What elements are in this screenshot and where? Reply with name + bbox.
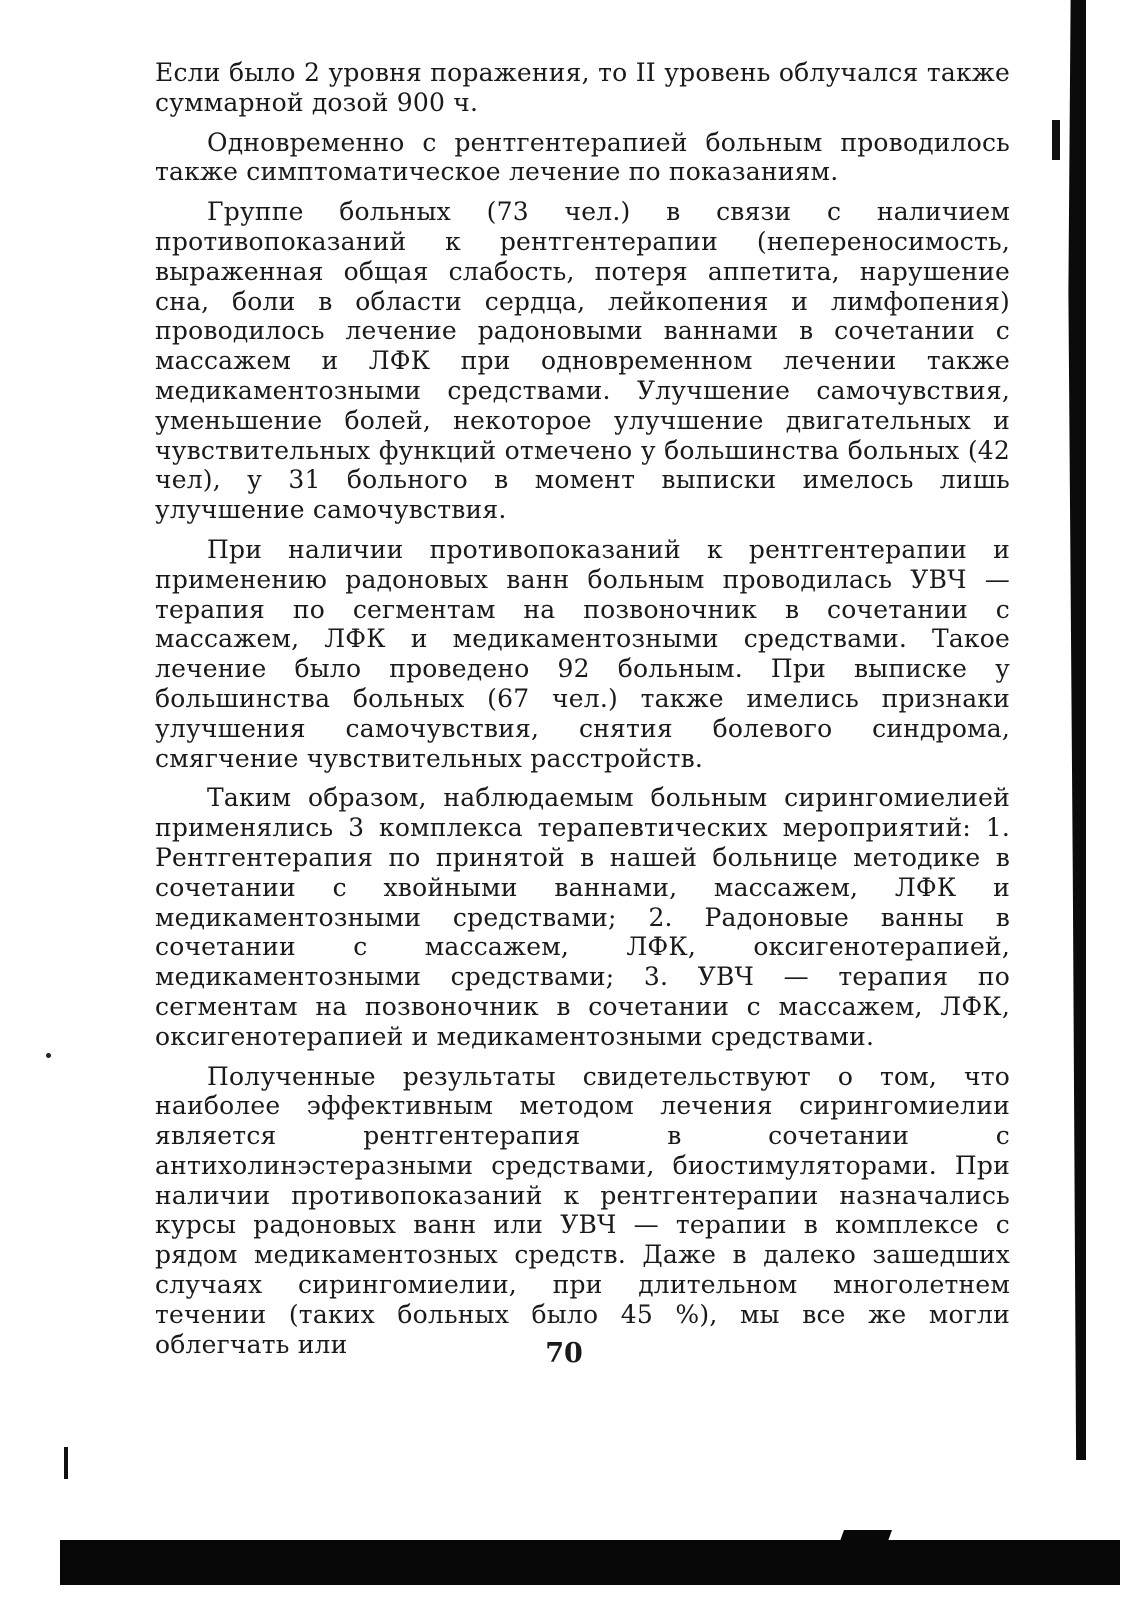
scan-dot: [46, 1053, 51, 1058]
scan-left-mark: [64, 1447, 68, 1479]
scan-edge-shadow: [1064, 0, 1086, 1460]
paragraph-1: Если было 2 уровня поражения, то II уровень облучался также суммарной дозой 900 ч.: [155, 58, 1010, 117]
paragraph-5: Таким образом, наблюдаемым больным сирингомиелией применялись 3 комплекса терапевтических мероприятий: 1. Рентгентерапия по принятой в нашей больнице методике в сочетании с хвойными ваннами, массажем, ЛФК и медикаментозными средствами; 2. Радоновые ванны в сочетании с массажем, ЛФК, оксигенотерапией, медикаментозными средствами; 3. УВЧ — терапия по сегментам на позвоночник в сочетании с массажем, ЛФК, оксигенотерапией и медикаментозными средствами.: [155, 783, 1010, 1051]
paragraph-4: При наличии противопоказаний к рентгентерапии и применению радоновых ванн больным проводилась УВЧ — терапия по сегментам на позвоночник в сочетании с массажем, ЛФК и медикаментозными средствами. Такое лечение было проведено 92 больным. При выписке у большинства больных (67 чел.) также имелись признаки улучшения самочувствия, снятия болевого синдрома, смягчение чувствительных расстройств.: [155, 534, 1010, 773]
paragraph-2: Одновременно с рентгентерапией больным проводилось также симптоматическое лечение по показаниям.: [155, 127, 1010, 187]
scan-bottom-notch: [836, 1530, 892, 1552]
scan-edge-mark: [1052, 120, 1060, 160]
page-number: 70: [545, 1338, 583, 1369]
paragraph-3: Группе больных (73 чел.) в связи с наличием противопоказаний к рентгентерапии (непереносимость, выраженная общая слабость, потеря аппетита, нарушение сна, боли в области сердца, лейкопения и лимфопения) проводилось лечение радоновыми ваннами в сочетании с массажем и ЛФК при одновременном лечении также медикаментозными средствами. Улучшение самочувствия, уменьшение болей, некоторое улучшение двигательных и чувствительных функций отмечено у большинства больных (42 чел), у 31 больного в момент выписки имелось лишь улучшение самочувствия.: [155, 197, 1010, 525]
scan-bottom-band: [60, 1540, 1120, 1585]
paragraph-6: Полученные результаты свидетельствуют о том, что наиболее эффективным методом лечения сирингомиелии является рентгентерапия в сочетании с антихолинэстеразными средствами, биостимуляторами. При наличии противопоказаний к рентгентерапии назначались курсы радоновых ванн или УВЧ — терапии в комплексе с рядом медикаментозных средств. Даже в далеко зашедших случаях сирингомиелии, при длительном многолетнем течении (таких больных было 45 %), мы все же могли облегчать или: [155, 1061, 1010, 1359]
page-text: [155, 58, 1010, 1369]
